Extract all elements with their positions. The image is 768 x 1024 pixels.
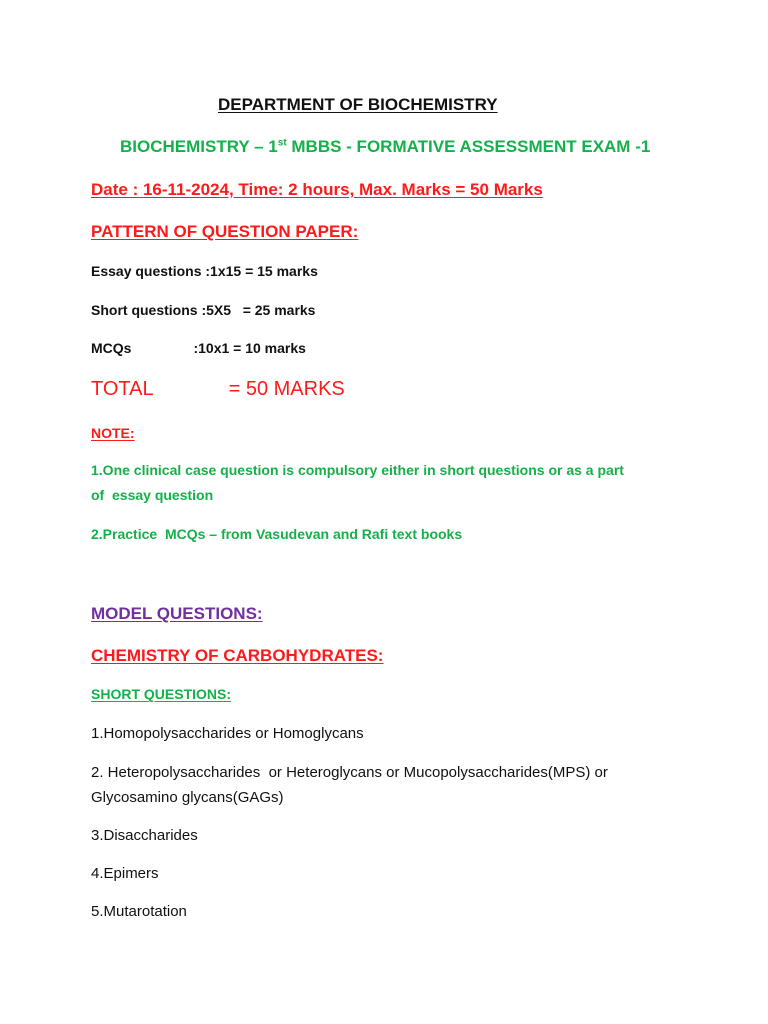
question-4: 4.Epimers <box>91 865 159 882</box>
question-1: 1.Homopolysaccharides or Homoglycans <box>91 725 364 742</box>
exam-title <box>120 137 650 157</box>
note-heading: NOTE: <box>91 425 135 441</box>
exam-title-prefix: BIOCHEMISTRY – 1 <box>120 137 278 156</box>
carbohydrates-heading: CHEMISTRY OF CARBOHYDRATES: <box>91 646 384 665</box>
total-label: TOTAL <box>91 378 154 400</box>
short-questions-line: Short questions :5X5 = 25 marks <box>91 302 316 318</box>
exam-title-superscript: st <box>277 137 287 149</box>
question-5: 5.Mutarotation <box>91 903 187 920</box>
model-questions-heading: MODEL QUESTIONS: <box>91 604 263 623</box>
note-item-2: 2.Practice MCQs – from Vasudevan and Rafi text books <box>91 526 463 542</box>
mcqs-line <box>91 340 306 356</box>
question-2-line-2: Glycosamino glycans(GAGs) <box>91 789 284 806</box>
short-questions-heading: SHORT QUESTIONS: <box>91 686 232 702</box>
mcqs-value: :10x1 = 10 marks <box>193 340 306 356</box>
mcqs-label: MCQs <box>91 340 132 356</box>
date-time-marks-line: Date : 16-11-2024, Time: 2 hours, Max. Marks = 50 Marks <box>91 180 543 199</box>
total-line <box>91 378 345 401</box>
note-item-1-line-1: 1.One clinical case question is compulsory either in short questions or as a part <box>91 462 624 478</box>
total-value: = 50 MARKS <box>228 378 345 400</box>
department-title: DEPARTMENT OF BIOCHEMISTRY <box>218 95 498 114</box>
note-item-1-line-2: of essay question <box>91 487 214 503</box>
exam-title-suffix: MBBS - FORMATIVE ASSESSMENT EXAM -1 <box>286 137 651 156</box>
question-3: 3.Disaccharides <box>91 827 198 844</box>
question-2-line-1: 2. Heteropolysaccharides or Heteroglycans or Mucopolysaccharides(MPS) or <box>91 764 608 781</box>
pattern-heading: PATTERN OF QUESTION PAPER: <box>91 222 359 241</box>
essay-questions-line: Essay questions :1x15 = 15 marks <box>91 263 318 279</box>
